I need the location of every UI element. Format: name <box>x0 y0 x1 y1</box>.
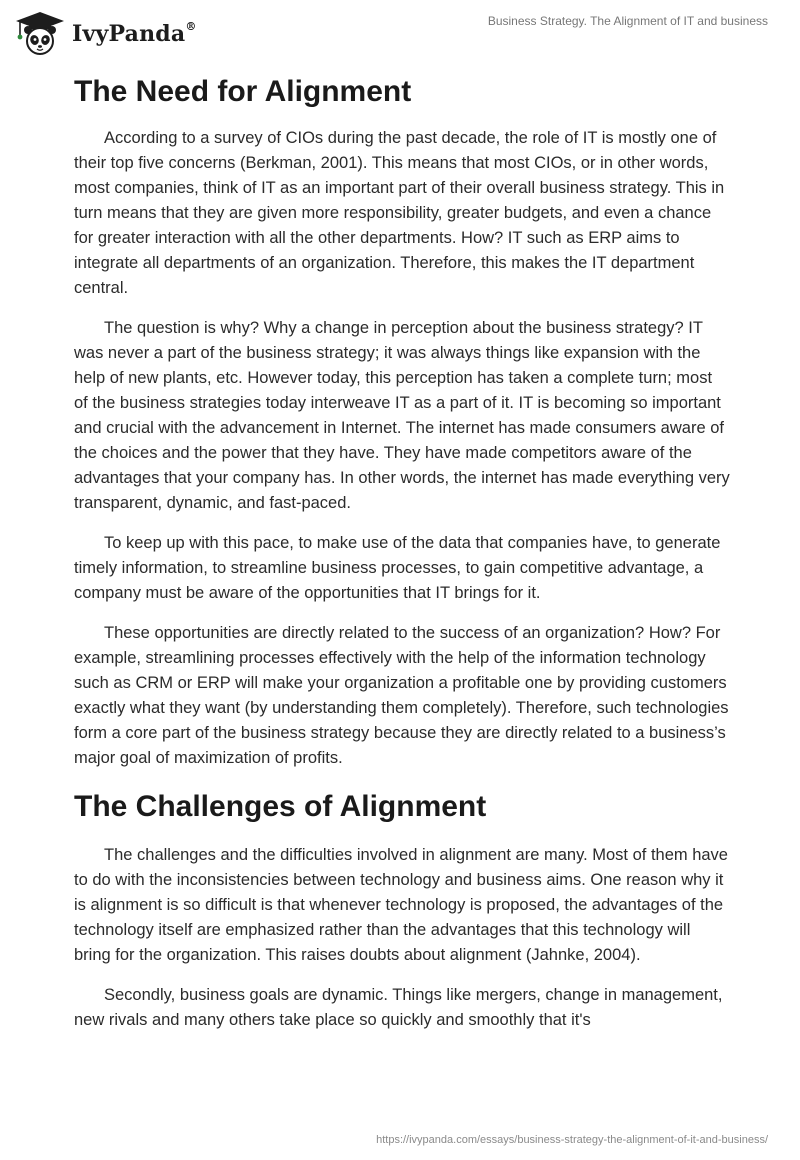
panda-graduate-icon <box>14 10 66 56</box>
paragraph: Secondly, business goals are dynamic. Things like mergers, change in management, new rivals and many others take place so quickly and smoothly that it's <box>74 986 723 1029</box>
paragraph: The question is why? Why a change in perception about the business strategy? IT was never a part of the business strategy; it was always things like expansion with the help of new plants, etc. However today, this perception has taken a complete turn; most of the business strategies today interweave IT as a part of it. IT is becoming so important and crucial with the advancement in Internet. The internet has made consumers aware of the choices and the power that they have. They have made competitors aware of the advantages that your company has. In other words, the internet has made everything very transparent, dynamic, and fast-paced. <box>74 319 730 512</box>
essay-content <box>74 70 730 1048</box>
brand-name: IvyPanda® <box>72 19 197 47</box>
paragraph: To keep up with this pace, to make use of the data that companies have, to generate timely information, to streamline business processes, to gain competitive advantage, a company must be aware of the opportunities that IT brings for it. <box>74 534 721 602</box>
paragraph: According to a survey of CIOs during the past decade, the role of IT is mostly one of their top five concerns (Berkman, 2001). This means that most CIOs, or in other words, most companies, think of IT as an important part of their overall business strategy. This in turn means that they are given more responsibility, greater budgets, and even a chance for greater interaction with all the other departments. How? IT such as ERP aims to integrate all departments of an organization. Therefore, this makes the IT department central. <box>74 129 725 297</box>
section-heading-challenges-of-alignment: The Challenges of Alignment <box>74 790 487 823</box>
section-heading-need-for-alignment: The Need for Alignment <box>74 75 412 108</box>
source-url[interactable]: https://ivypanda.com/essays/business-strategy-the-alignment-of-it-and-business/ <box>376 1134 768 1146</box>
running-title: Business Strategy. The Alignment of IT and business <box>487 14 768 28</box>
brand-logo[interactable] <box>14 10 197 56</box>
paragraph: These opportunities are directly related to the success of an organization? How? For example, streamlining processes effectively with the help of the information technology such as CRM or ERP will make your organization a profitable one by providing customers exactly what they want (by understanding them completely). Therefore, such technologies form a core part of the business strategy because they are directly related to a business’s major goal of maximization of profits. <box>74 624 729 767</box>
paragraph: The challenges and the difficulties involved in alignment are many. Most of them have to do with the inconsistencies between technology and business aims. One reason why it is alignment is so difficult is that whenever technology is proposed, the advantages of the technology itself are emphasized rather than the advantages that this technology will bring for the organization. This raises doubts about alignment (Jahnke, 2004). <box>74 846 728 964</box>
